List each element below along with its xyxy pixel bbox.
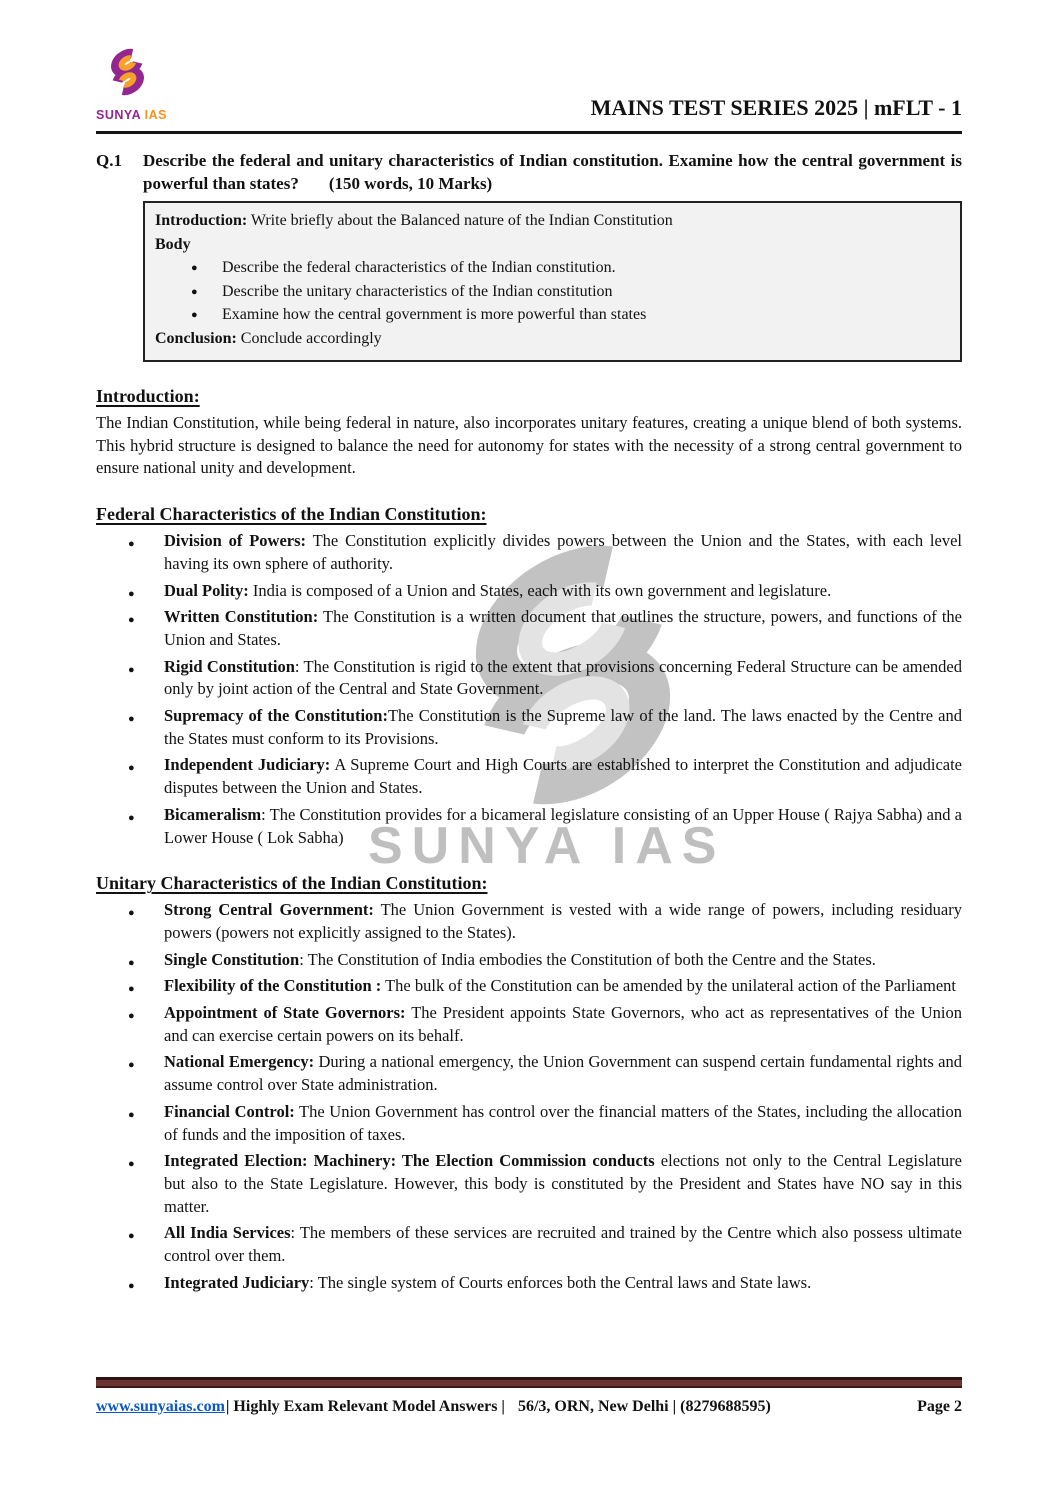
answer-outline-box [143, 201, 962, 362]
outline-bullet: ● Describe the unitary characteristics of the Indian constitution [155, 280, 950, 304]
outline-body-label: Body [155, 235, 191, 253]
outline-introduction-label: Introduction: [155, 212, 248, 229]
question-statement: Describe the federal and unitary characteristics of Indian constitution. Examine how the central government is powerful than states? [143, 151, 962, 193]
outline-bullet: ● Describe the federal characteristics of the Indian constitution. [155, 256, 950, 280]
list-item: ● Financial Control: The Union Government has control over the financial matters of the States, including the allocation of funds and the imposition of taxes. [96, 1101, 962, 1146]
question-block [96, 149, 962, 195]
introduction-heading: Introduction: [96, 386, 200, 406]
list-item: ● Bicameralism: The Constitution provides for a bicameral legislature consisting of an Upper House ( Rajya Sabha) and a Lower House ( Lok Sabha) [96, 804, 962, 849]
footer-page-number: Page 2 [917, 1398, 962, 1415]
list-item: ● Rigid Constitution: The Constitution is rigid to the extent that provisions concerning Federal Structure can be amended only by joint action of the Central and State Government. [96, 656, 962, 701]
list-item: ● Single Constitution: The Constitution of India embodies the Constitution of both the Centre and the States. [96, 949, 962, 972]
list-item: ● Written Constitution: The Constitution is a written document that outlines the structure, powers, and functions of the Union and States. [96, 606, 962, 651]
outline-introduction [155, 209, 950, 233]
page-title: MAINS TEST SERIES 2025 | mFLT - 1 [590, 95, 962, 120]
list-item: ● Division of Powers: The Constitution explicitly divides powers between the Union and the States, with each level having its own sphere of authority. [96, 530, 962, 575]
list-item: ● Integrated Election: Machinery: The Election Commission conducts elections not only to the Central Legislature but also to the State Legislature. However, this body is constituted by the President and States have NO say in this matter. [96, 1150, 962, 1218]
brand-name-sunya: SUNYA [96, 108, 141, 122]
footer-link[interactable]: www.sunyaias.com [96, 1398, 225, 1415]
footer-divider-bar [96, 1377, 962, 1388]
list-item: ● Integrated Judiciary: The single system of Courts enforces both the Central laws and State laws. [96, 1272, 962, 1295]
unitary-list [96, 899, 962, 1294]
outline-bullet: ● Examine how the central government is more powerful than states [155, 303, 950, 327]
outline-conclusion-label: Conclusion: [155, 329, 237, 347]
list-item: ● Strong Central Government: The Union Government is vested with a wide range of powers, including residuary powers (powers not explicitly assigned to the States). [96, 899, 962, 944]
list-item: ● All India Services: The members of these services are recruited and trained by the Centre which also possess ultimate control over them. [96, 1222, 962, 1267]
federal-list [96, 530, 962, 849]
question-text [143, 149, 962, 195]
list-item: ● Appointment of State Governors: The President appoints State Governors, who act as representatives of the Union and can exercise certain powers on its behalf. [96, 1002, 962, 1047]
outline-conclusion [155, 327, 950, 351]
sunya-logo-icon [102, 50, 154, 102]
outline-conclusion-text: Conclude accordingly [240, 329, 382, 347]
outline-introduction-text: Write briefly about the Balanced nature of the Indian Constitution [250, 212, 673, 229]
page-footer [96, 1377, 962, 1417]
watermark-text: SUNYA IAS [368, 817, 726, 875]
outline-bullet-list [155, 256, 950, 327]
page-header [96, 0, 962, 134]
federal-section-heading: Federal Characteristics of the Indian Constitution: [96, 504, 487, 525]
list-item: ● Flexibility of the Constitution : The bulk of the Constitution can be amended by the unilateral action of the Parliament [96, 975, 962, 998]
brand-name [96, 108, 236, 122]
list-item: ● Dual Polity: India is composed of a Union and States, each with its own government and legislature. [96, 580, 962, 603]
footer-tagline: | Highly Exam Relevant Model Answers | [225, 1398, 505, 1415]
footer-info [96, 1396, 771, 1417]
footer-address: 56/3, ORN, New Delhi | (8279688595) [517, 1398, 771, 1415]
brand-block [96, 50, 236, 122]
introduction-paragraph: The Indian Constitution, while being federal in nature, also incorporates unitary features, creating a unique blend of both systems. This hybrid structure is designed to balance the need for autonomy for states with the necessity of a strong central government to ensure national unity and development. [96, 413, 962, 478]
unitary-section-heading: Unitary Characteristics of the Indian Constitution: [96, 873, 488, 894]
brand-name-ias: IAS [144, 108, 167, 122]
question-number: Q.1 [96, 151, 122, 170]
question-marks: (150 words, 10 Marks) [328, 174, 493, 193]
list-item: ● Supremacy of the Constitution:The Constitution is the Supreme law of the land. The laws enacted by the Centre and the States must conform to its Provisions. [96, 705, 962, 750]
list-item: ● National Emergency: During a national emergency, the Union Government can suspend certain fundamental rights and assume control over State administration. [96, 1051, 962, 1096]
list-item: ● Independent Judiciary: A Supreme Court and High Courts are established to interpret the Constitution and adjudicate disputes between the Union and States. [96, 754, 962, 799]
